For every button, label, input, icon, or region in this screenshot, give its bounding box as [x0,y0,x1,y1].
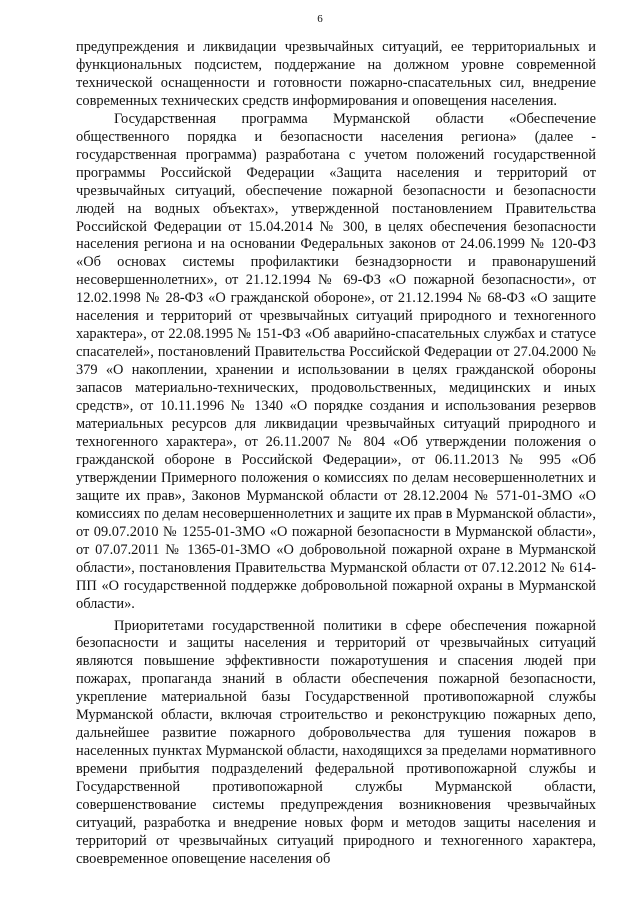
paragraph-state-program: Государственная программа Мурманской области «Обеспечение общественного порядка и безопасности населения региона» (далее - государственная программа) разработана с учетом положений государственной программы Российской Федерации «Защита населения и территорий от чрезвычайных ситуаций, обеспечение пожарной безопасности и безопасности людей на водных объектах», утвержденной постановлением Правительства Российской Федерации от 15.04.2014 № 300, в целях обеспечения безопасности населения региона и на основании Федеральных законов от 24.06.1999 № 120-ФЗ «Об основах системы профилактики безнадзорности и правонарушений несовершеннолетних», от 21.12.1994 № 69-ФЗ «О пожарной безопасности», от 12.02.1998 № 28-ФЗ «О гражданской обороне», от 21.12.1994 № 68-ФЗ «О защите населения и территорий от чрезвычайных ситуаций природного и техногенного характера», от 22.08.1995 № 151-ФЗ «Об аварийно-спасательных службах и статусе спасателей», постановлений Правительства Российской Федерации от 27.04.2000 № 379 «О накоплении, хранении и использовании в целях гражданской обороны запасов материально-технических, продовольственных, медицинских и иных средств», от 10.11.1996 № 1340 «О порядке создания и использования резервов материальных ресурсов для ликвидации чрезвычайных ситуаций природного и техногенного характера», от 26.11.2007 № 804 «Об утверждении положения о гражданской обороне в Российской Федерации», от 06.11.2013 № 995 «Об утверждении Примерного положения о комиссиях по делам несовершеннолетних и защите их прав», Законов Мурманской области от 28.12.2004 № 571-01-ЗМО «О комиссиях по делам несовершеннолетних и защите их прав в Мурманской области», от 09.07.2010 № 1255-01-ЗМО «О пожарной безопасности в Мурманской области», от 07.07.2011 № 1365-01-ЗМО «О добровольной пожарной охране в Мурманской области», постановления Правительства Мурманской области от 07.12.2012 № 614-ПП «О государственной поддержке добровольной пожарной охраны в Мурманской области». [76,110,596,612]
page-number: 6 [317,13,323,25]
paragraph-continuation: предупреждения и ликвидации чрезвычайных ситуаций, ее территориальных и функциональных подсистем, поддержание на должном уровне современной технической оснащенности и готовности пожарно-спасательных сил, внедрение современных технических средств информирования и оповещения населения. [76,39,596,109]
paragraph-priorities: Приоритетами государственной политики в сфере обеспечения пожарной безопасности и защиты населения и территорий от чрезвычайных ситуаций являются повышение эффективности пожаротушения и спасения людей при пожарах, пропаганда знаний в области обеспечения пожарной безопасности, укрепление материальной базы Государственной противопожарной службы Мурманской области, включая строительство и реконструкцию пожарных депо, дальнейшее развитие пожарного добровольчества для тушения пожаров в населенных пунктах Мурманской области, находящихся за пределами нормативного времени прибытия подразделений федеральной противопожарной службы и Государственной противопожарной службы Мурманской области, совершенствование системы предупреждения возникновения чрезвычайных ситуаций, разработка и внедрение новых форм и методов защиты населения и территорий от чрезвычайных ситуаций природного и техногенного характера, своевременное оповещение населения об [76,617,596,867]
document-body [76,39,596,869]
